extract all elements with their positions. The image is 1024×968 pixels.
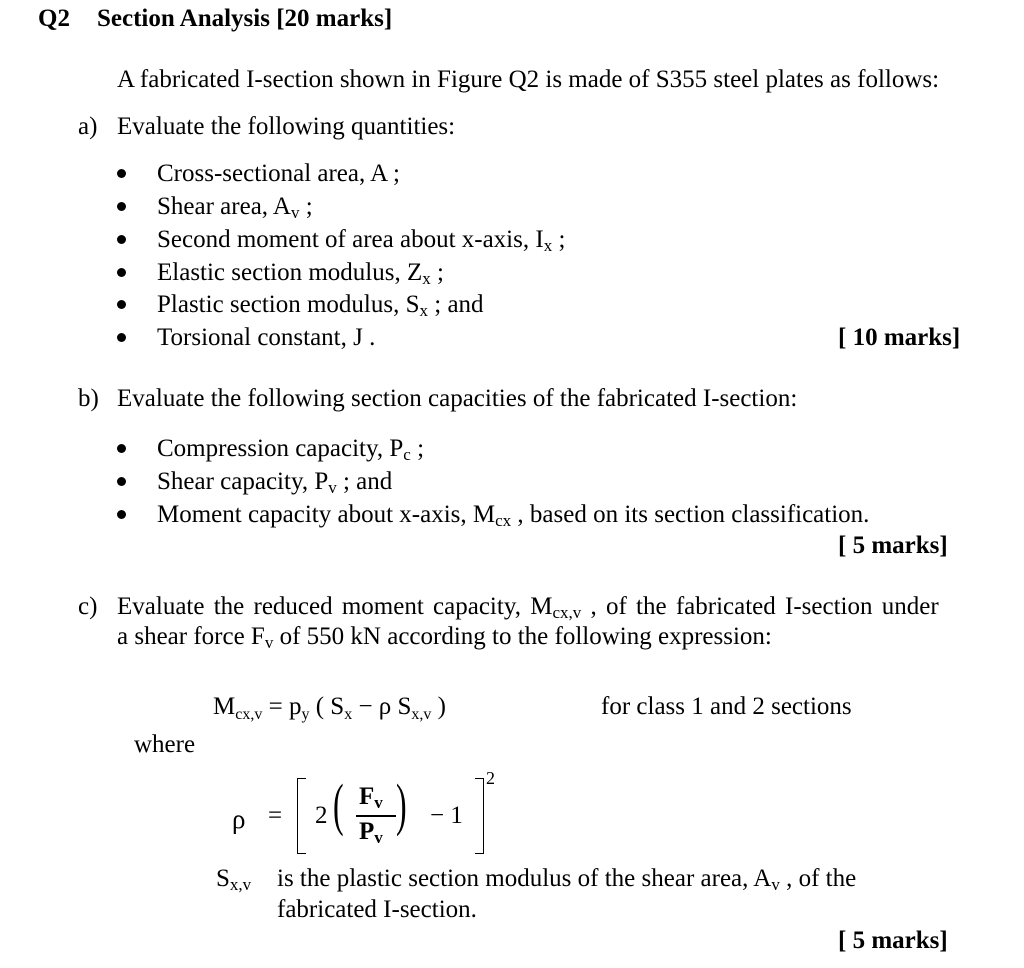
question-title: Section Analysis [20 marks] [97,5,393,32]
part-b-label: b) [78,385,99,412]
left-bracket [297,778,306,854]
bullet-icon [117,169,126,178]
bullet-icon [117,300,126,309]
part-a-prompt: Evaluate the following quantities: [117,113,456,140]
list-item: Shear capacity, $P_v$ ; and [157,468,393,497]
fraction-denominator: $P_v$ [359,818,383,847]
rho-minus-one: − 1 [430,802,463,829]
part-c-marks: [ 5 marks] [838,927,948,954]
part-b-prompt: Evaluate the following section capacities of the fabricated I-section: [117,385,798,412]
right-bracket [475,778,484,854]
where-label: where [134,731,196,758]
bullet-icon [117,268,126,277]
list-item: Shear area, $A_v$ ; [157,193,313,222]
right-paren: ) [396,772,407,837]
bullet-icon [117,333,126,342]
rho-symbol: ρ [232,804,246,834]
bullet-icon [117,235,126,244]
part-a-label: a) [78,113,98,140]
fraction-bar [356,815,396,817]
question-number: Q2 [38,5,70,32]
fraction-numerator: $F_v$ [359,783,383,812]
list-item: Moment capacity about x-axis, $M_{cx}$ , based on its section classification. [157,501,870,530]
definition-line1: is the plastic section modulus of the shear area, $A_v$ , of the [277,865,857,894]
list-item: Plastic section modulus, $S_x$ ; and [157,291,484,320]
part-c-prompt-line2: a shear force $F_v$ of 550 kN according to the following expression: [117,623,772,652]
bullet-icon [117,510,126,519]
part-c-label: c) [78,593,98,620]
formula-condition: for class 1 and 2 sections [601,693,852,720]
rho-exponent: 2 [486,768,495,788]
definition-symbol: $S_{x,v}$ [216,865,252,894]
moment-formula: $M_{cx,v} = p_y$ ( $S_x - \rho$ $S_{x,v}$ ) [213,693,446,723]
part-a-marks: [ 10 marks] [838,324,961,351]
bullet-icon [117,202,126,211]
list-item: Torsional constant, J . [157,324,376,351]
intro-text: A fabricated I-section shown in Figure Q2 is made of S355 steel plates as follows: [117,66,940,93]
rho-equals: = [268,802,283,829]
list-item: Cross-sectional area, A ; [157,160,400,187]
part-b-marks: [ 5 marks] [838,532,948,559]
rho-two: 2 [315,802,328,829]
part-c-prompt-line1: Evaluate the reduced moment capacity, $M_{cx,v}$ , of the fabricated I-section under [117,593,939,622]
definition-line2: fabricated I-section. [277,896,477,923]
left-paren: ( [333,772,344,837]
bullet-icon [117,477,126,486]
list-item: Compression capacity, $P_c$ ; [157,435,425,464]
list-item: Elastic section modulus, $Z_x$ ; [157,259,444,288]
list-item: Second moment of area about x-axis, $I_x$ ; [157,226,566,255]
bullet-icon [117,444,126,453]
